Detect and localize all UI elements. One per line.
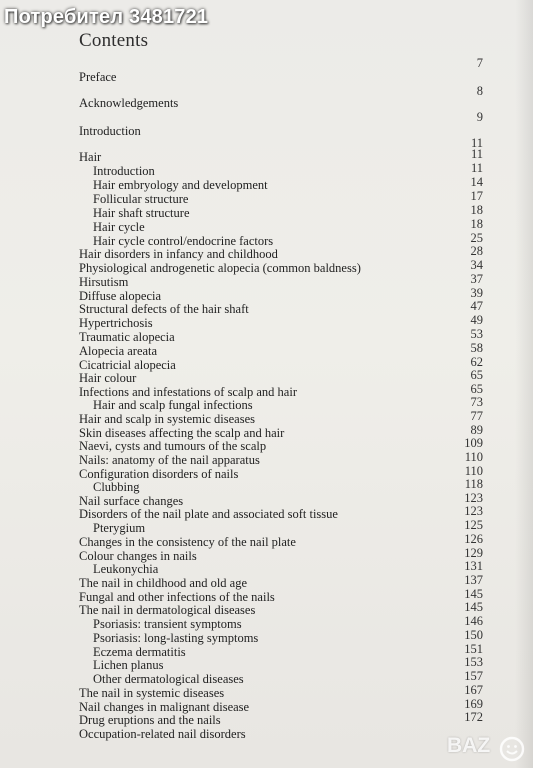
toc-entry-page: 8 [476,84,483,98]
toc-entry-label: Physiological androgenetic alopecia (common baldness) [79,261,361,275]
toc-entry-label: Naevi, cysts and tumours of the scalp [79,439,267,453]
toc-entry-label: Nail surface changes [79,494,184,508]
toc-entry-page: 37 [470,272,483,286]
toc-entry-page: 118 [464,477,483,491]
toc-entry-label: The nail in dermatological diseases [79,603,256,617]
toc-entry-label: Hair [79,150,102,164]
toc-entry-label: Psoriasis: long-lasting symptoms [93,631,259,645]
toc-entry-label: The nail in systemic diseases [79,686,225,700]
toc-entry-label: Occupation-related nail disorders [79,727,246,741]
toc-entry-page: 73 [470,395,483,409]
toc-entry-label: Traumatic alopecia [79,330,175,344]
toc-entry-page: 89 [470,423,483,437]
toc-entry-page: 109 [464,436,483,450]
toc-entry-page: 153 [464,655,483,669]
toc-entry-page: 53 [470,327,483,341]
toc-entry-page: 47 [470,299,483,313]
toc-entry-label: Hair colour [79,371,137,385]
toc-entry-label: Hair and scalp in systemic diseases [79,412,255,426]
toc-entry-page: 150 [464,628,483,642]
toc-entry-page: 39 [470,286,483,300]
toc-entry-label: Hair disorders in infancy and childhood [79,247,278,261]
toc-entry-label: Drug eruptions and the nails [79,713,221,727]
toc-entry-label: Leukonychia [93,562,159,576]
toc-entry-page: 18 [470,203,483,217]
toc-entry-label: Acknowledgements [79,96,179,110]
toc-entry-page: 129 [464,546,483,560]
toc-entry-page: 145 [464,600,483,614]
site-logo [447,734,525,762]
toc-entry-label: Hirsutism [79,275,129,289]
toc-entry-page: 17 [470,189,483,203]
toc-entry-page: 145 [464,587,483,601]
toc-entry-page: 137 [464,573,483,587]
toc-entry-label: Disorders of the nail plate and associated soft tissue [79,507,338,521]
toc-entry-label: Pterygium [93,521,146,535]
toc-entry-page: 146 [464,614,483,628]
toc-entry-page: 14 [470,175,483,189]
toc-entry-page: 123 [464,491,483,505]
toc-entry-page: 110 [464,450,483,464]
toc-entry-page: 62 [470,355,483,369]
toc-entry-label: Preface [79,70,117,84]
toc-entry-page: 11 [470,136,483,150]
toc-entry-label: Hair and scalp fungal infections [93,398,253,412]
page-title: Contents [79,30,149,51]
toc-entry-label: Hair shaft structure [93,206,190,220]
toc-entry-label: Alopecia areata [79,344,158,358]
toc-entry-page: 34 [470,258,483,272]
toc-entry-label: Hair embryology and development [93,178,268,192]
toc-entry-label: Skin diseases affecting the scalp and hair [79,426,285,440]
toc-entry-label: Infections and infestations of scalp and hair [79,385,297,399]
toc-entry-page: 126 [464,532,483,546]
toc-entry-page: 157 [464,669,483,683]
toc-entry-label: Cicatricial alopecia [79,358,176,372]
toc-entry-label: Introduction [93,164,155,178]
toc-entry-label: Introduction [79,124,141,138]
toc-entry-label: Follicular structure [93,192,189,206]
toc-entry-label: The nail in childhood and old age [79,576,248,590]
toc-entry-page: 125 [464,518,483,532]
toc-entry-page: 167 [464,683,483,697]
toc-entry-label: Changes in the consistency of the nail plate [79,535,296,549]
toc-entry-page: 77 [470,409,483,423]
toc-entry-page: 65 [470,368,483,382]
toc-entry-page: 172 [464,710,483,724]
toc-entry-page: 123 [464,504,483,518]
toc-entry-page: 110 [464,464,483,478]
toc-entry-label: Diffuse alopecia [79,289,162,303]
toc-entry-page: 18 [470,217,483,231]
toc-entry-label: Structural defects of the hair shaft [79,302,249,316]
toc-entry-page: 151 [464,642,483,656]
toc-entry-label: Eczema dermatitis [93,645,186,659]
toc-entry-label: Hair cycle [93,220,145,234]
smile-icon [499,736,525,762]
toc-entry-page: 58 [470,341,483,355]
toc-entry-page: 28 [470,244,483,258]
toc-entry-label: Nails: anatomy of the nail apparatus [79,453,260,467]
toc-entry-page: 25 [470,231,483,245]
site-logo-text: BAZ [447,734,491,757]
toc-entry-label: Fungal and other infections of the nails [79,590,275,604]
toc-entry-label: Psoriasis: transient symptoms [93,617,242,631]
toc-entry-page: 11 [470,147,483,161]
toc-entry-page: 7 [476,56,483,70]
toc-entry-label: Configuration disorders of nails [79,467,239,481]
toc-entry-page: 131 [464,559,483,573]
toc-entry-label: Clubbing [93,480,140,494]
toc-entry-label: Hair cycle control/endocrine factors [93,234,274,248]
toc-entry-page: 65 [470,382,483,396]
uploader-watermark: Потребител 3481721 [4,6,209,28]
toc-entry-label: Hypertrichosis [79,316,153,330]
toc-entry-label: Nail changes in malignant disease [79,700,250,714]
toc-entry-page: 9 [476,110,483,124]
toc-entry-page: 11 [470,161,483,175]
toc-entry-label: Lichen planus [93,658,164,672]
toc-entry-page: 169 [464,697,483,711]
toc-entry-label: Colour changes in nails [79,549,197,563]
toc-entry-page: 49 [470,313,483,327]
toc-entry-label: Other dermatological diseases [93,672,244,686]
